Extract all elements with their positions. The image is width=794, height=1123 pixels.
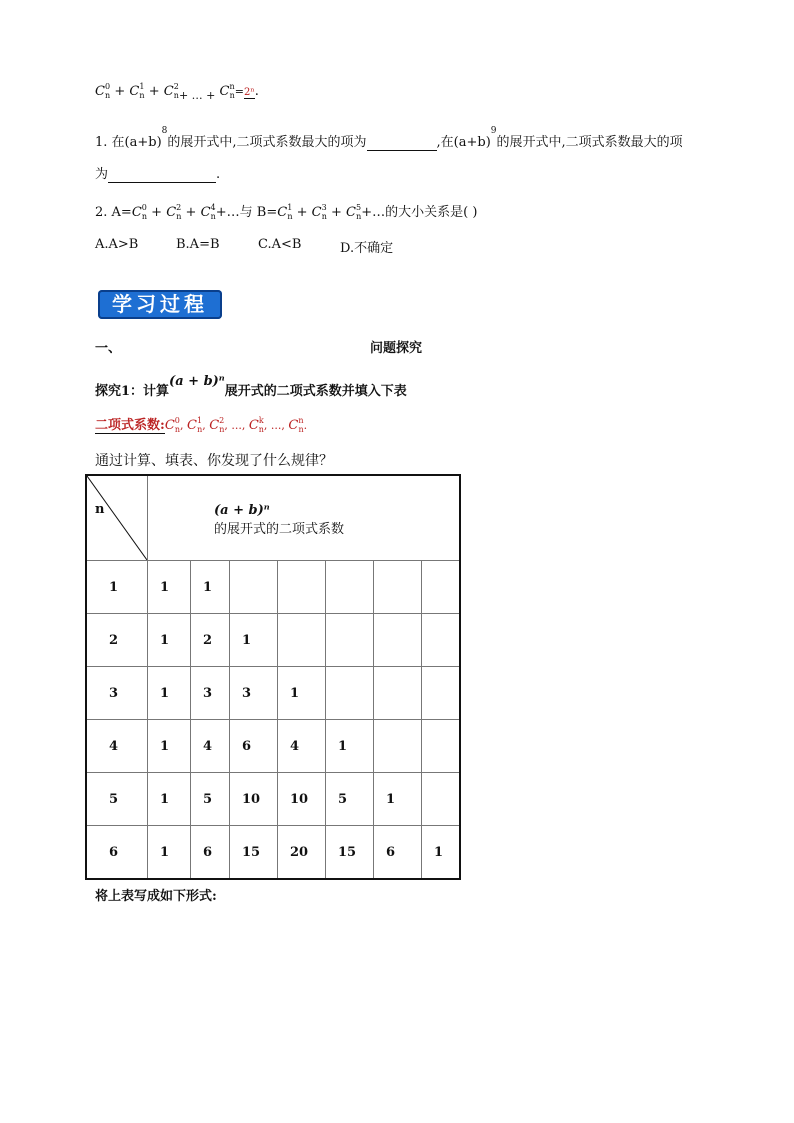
question-2: 2. $A=C^0_n + C^2_n$ + $C^4_n+\dots$与 $B=C^1_n + C^3_n$ + $C^5_n+\dots$的大小关系是( ) <box>95 203 478 221</box>
table-row: 4 1 4 6 4 1 <box>86 720 460 773</box>
answer-blank-2[interactable] <box>108 167 216 183</box>
option-a[interactable]: A.A>B <box>95 237 139 252</box>
answer-blank-1[interactable] <box>367 135 437 151</box>
table-row: 2 1 2 1 <box>86 614 460 667</box>
section-number: 一、 <box>95 341 122 356</box>
table-header: (a + b)ⁿ 的展开式的二项式系数 <box>148 475 461 561</box>
section-title: 问题探究 <box>370 341 423 356</box>
pascal-table <box>85 474 461 880</box>
explore-1: 探究1：计算(a + b)ⁿ展开式的二项式系数并填入下表 <box>95 374 407 399</box>
section-heading-badge: 学习过程 <box>98 290 222 319</box>
diagonal-line <box>87 476 147 560</box>
option-c[interactable]: C.A<B <box>258 237 302 252</box>
combination-sum-formula: $C^0_n + C^1_n + C^2_{n+ \dots +}$ $C^n_n=2^n$. <box>95 82 259 102</box>
table-row: 3 1 3 3 1 <box>86 667 460 720</box>
question-text: 通过计算、填表、你发现了什么规律？ <box>95 453 333 469</box>
formula-result: 2ⁿ <box>244 87 255 98</box>
table-row: 5 1 5 10 10 5 1 <box>86 773 460 826</box>
question-1-line1: 1. 在$(a+b)^8$的展开式中,二项式系数最大的项为 ,在$(a+b)^9$的展开式中,二项式系数最大的项 <box>95 125 683 150</box>
question-1-line2: 为 . <box>95 167 221 182</box>
table-corner-cell: n <box>86 475 148 561</box>
table-row: 1 1 1 <box>86 561 460 614</box>
option-d[interactable]: D.不确定 <box>340 241 394 256</box>
option-b[interactable]: B.A=B <box>176 237 220 252</box>
footer-text: 将上表写成如下形式: <box>95 889 217 904</box>
table-row: 6 1 6 15 20 15 6 1 <box>86 826 460 880</box>
binomial-coefficients-line: 二项式系数$:C^0_n$, $C^1_n$, $C^2_n$, ..., $C^k_n$, ..., $C^n_n$. <box>95 416 308 434</box>
